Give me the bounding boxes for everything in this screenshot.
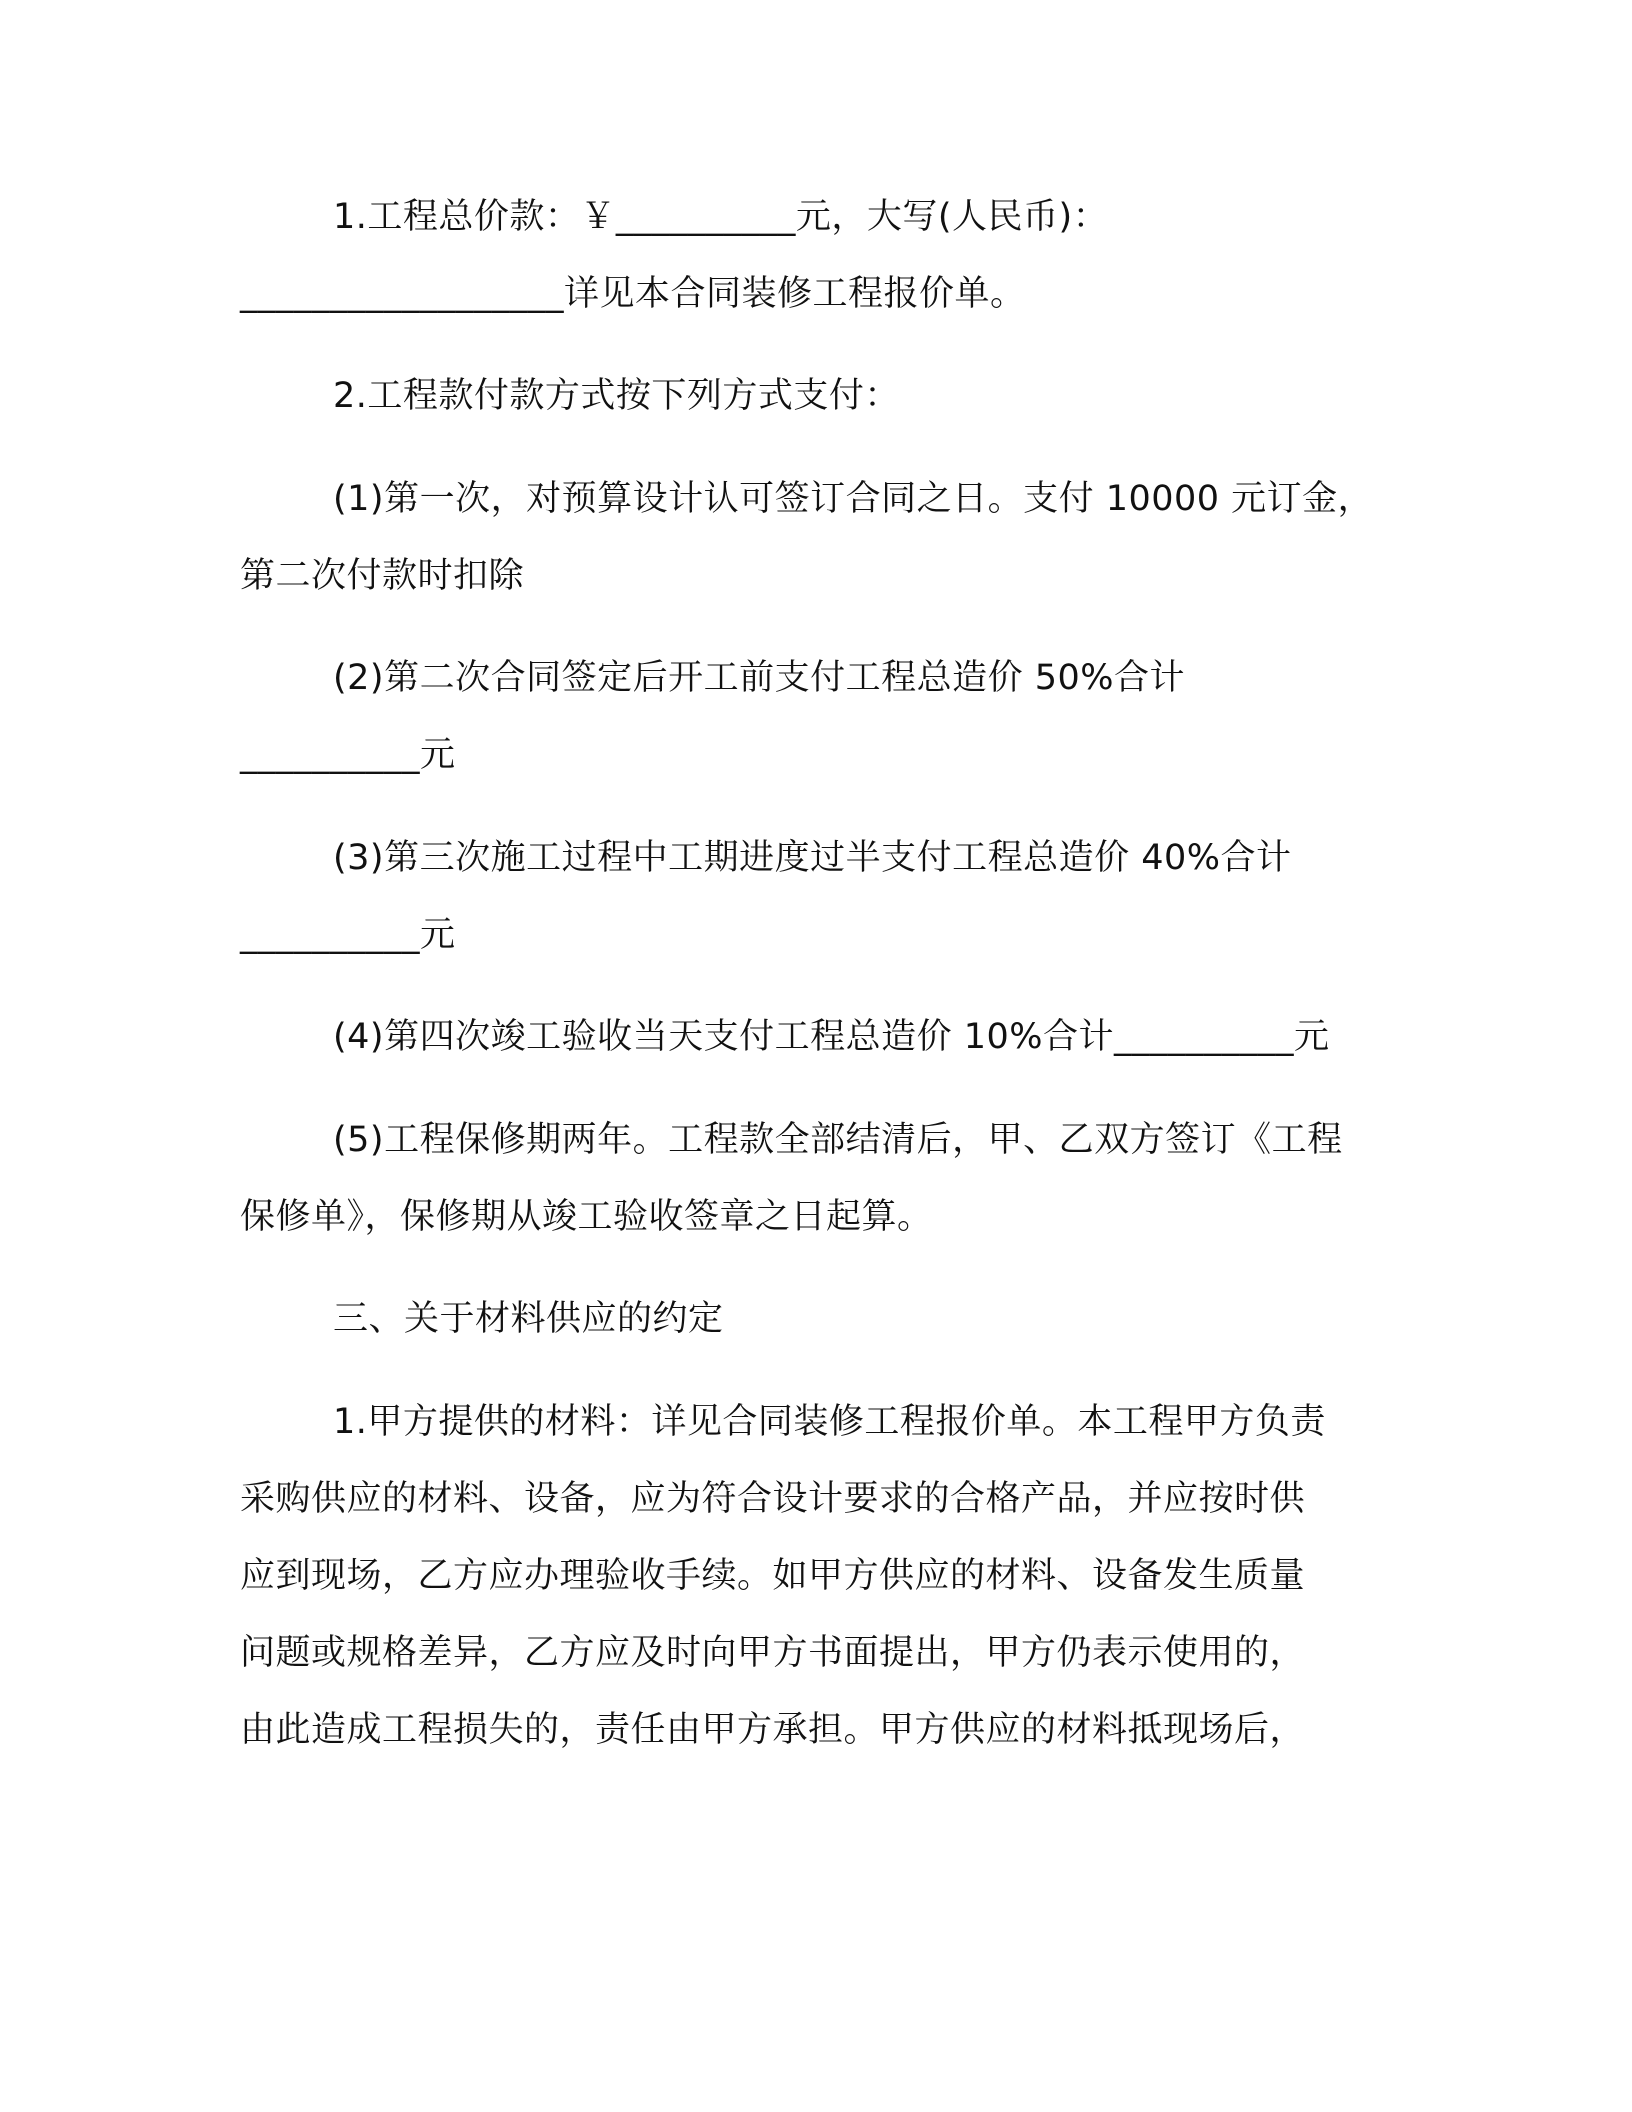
text-line: __________________详见本合同装修工程报价单。: [240, 274, 1026, 314]
text-line: 应到现场，乙方应办理验收手续。如甲方供应的材料、设备发生质量: [240, 1556, 1306, 1596]
text-line: 问题或规格差异，乙方应及时向甲方书面提出，甲方仍表示使用的，: [240, 1633, 1306, 1673]
text-line: 2.工程款付款方式按下列方式支付：: [333, 376, 900, 416]
text-line: 1.工程总价款：￥__________元，大写(人民币)：: [333, 197, 1109, 237]
text-line: (3)第三次施工过程中工期进度过半支付工程总造价 40%合计: [333, 838, 1292, 878]
text-line: 第二次付款时扣除: [240, 556, 525, 596]
text-line: 1.甲方提供的材料：详见合同装修工程报价单。本工程甲方负责: [333, 1402, 1326, 1442]
text-line: 由此造成工程损失的，责任由甲方承担。甲方供应的材料抵现场后，: [240, 1710, 1306, 1750]
section-heading: 三、关于材料供应的约定: [333, 1299, 724, 1339]
text-line: 采购供应的材料、设备，应为符合设计要求的合格产品，并应按时供: [240, 1479, 1306, 1519]
text-line: 保修单》，保修期从竣工验收签章之日起算。: [240, 1197, 933, 1237]
text-line: (4)第四次竣工验收当天支付工程总造价 10%合计__________元: [333, 1017, 1330, 1057]
text-line: (1)第一次，对预算设计认可签订合同之日。支付 10000 元订金，: [333, 479, 1374, 519]
text-line: (2)第二次合同签定后开工前支付工程总造价 50%合计: [333, 658, 1185, 698]
text-line: __________元: [240, 735, 456, 775]
text-line: __________元: [240, 915, 456, 955]
text-line: (5)工程保修期两年。工程款全部结清后，甲、乙双方签订《工程: [333, 1120, 1343, 1160]
